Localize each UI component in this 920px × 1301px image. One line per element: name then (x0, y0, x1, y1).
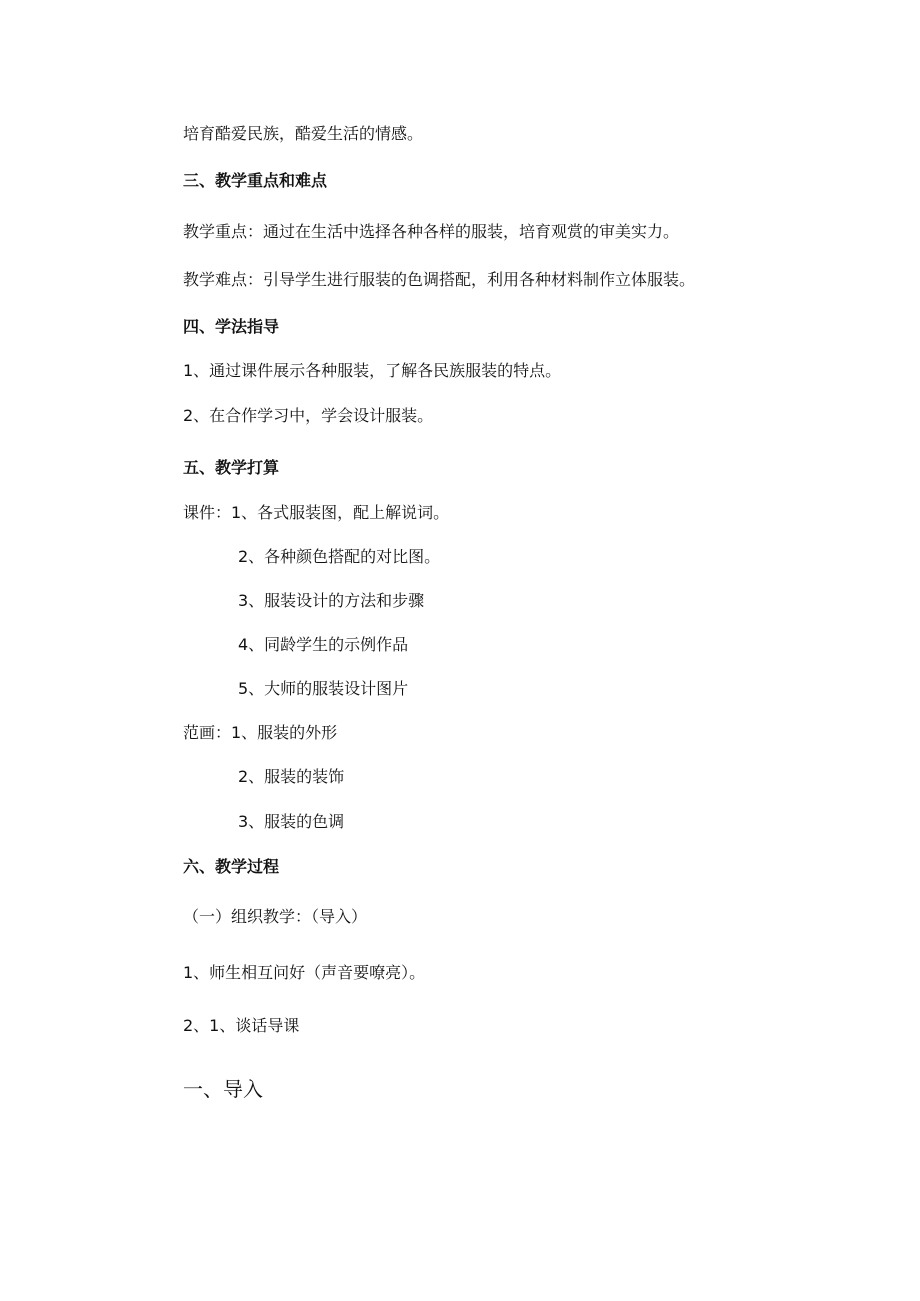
heading-teaching-preparation: 五、教学打算 (183, 458, 280, 477)
paragraph-organize-teaching: （一）组织教学：（导入） (183, 907, 368, 926)
list-item-courseware-1: 课件：1、各式服装图，配上解说词。 (183, 503, 450, 522)
list-item-process-2: 2、1、谈话导课 (183, 1016, 300, 1035)
list-item-courseware-2: 2、各种颜色搭配的对比图。 (238, 547, 441, 566)
list-item-courseware-3: 3、服装设计的方法和步骤 (238, 591, 425, 610)
list-item-sample-2: 2、服装的装饰 (238, 767, 345, 786)
heading-introduction: 一、导入 (183, 1077, 263, 1101)
heading-teaching-process: 六、教学过程 (183, 857, 280, 876)
list-item-guidance-1: 1、通过课件展示各种服装，了解各民族服装的特点。 (183, 361, 562, 380)
paragraph-teaching-key: 教学重点：通过在生活中选择各种各样的服装，培育观赏的审美实力。 (183, 222, 680, 241)
list-item-courseware-5: 5、大师的服装设计图片 (238, 679, 409, 698)
list-item-sample-3: 3、服装的色调 (238, 812, 345, 831)
list-item-courseware-4: 4、同龄学生的示例作品 (238, 635, 409, 654)
paragraph-teaching-difficulty: 教学难点：引导学生进行服装的色调搭配，利用各种材料制作立体服装。 (183, 270, 696, 289)
list-item-sample-1: 范画：1、服装的外形 (183, 723, 338, 742)
list-item-process-1: 1、师生相互问好（声音要嘹亮）。 (183, 963, 426, 982)
paragraph-cultivate-love: 培育酷爱民族，酷爱生活的情感。 (183, 124, 424, 143)
heading-key-points: 三、教学重点和难点 (183, 171, 328, 190)
heading-study-guidance: 四、学法指导 (183, 317, 280, 336)
list-item-guidance-2: 2、在合作学习中，学会设计服装。 (183, 406, 434, 425)
